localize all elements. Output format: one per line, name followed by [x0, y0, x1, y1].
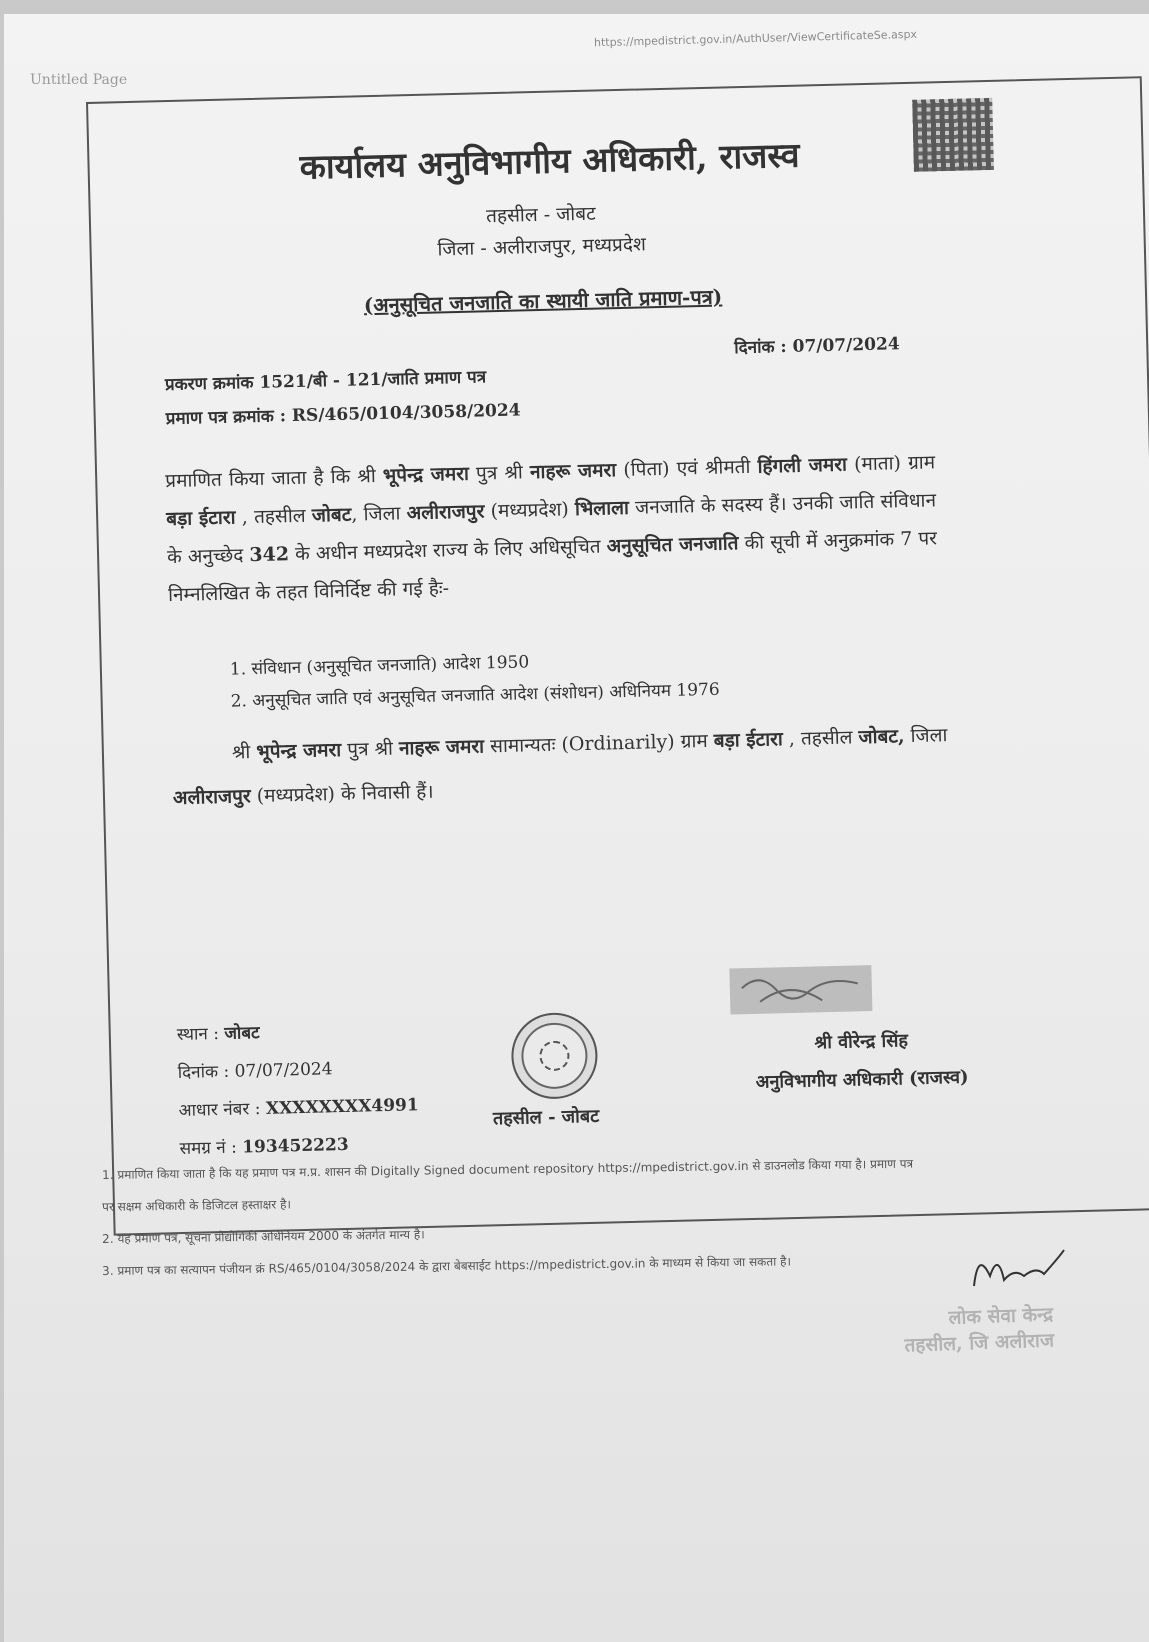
signature-icon: [729, 965, 872, 1014]
place-field: स्थान : जोबट: [176, 1023, 260, 1046]
certificate-number: प्रमाण पत्र क्रमांक : RS/465/0104/3058/2024: [165, 400, 521, 430]
seal-tehsil-label: तहसील - जोबट: [492, 1105, 600, 1130]
district-name: अलीराजपुर: [406, 500, 485, 525]
samagra-field: समग्र नं : 193452223: [179, 1134, 349, 1160]
browser-url: https://mpedistrict.gov.in/AuthUser/ViewCertificateSe.aspx: [593, 27, 918, 50]
paper-sheet: [4, 14, 1149, 1642]
certificate-heading: (अनुसूचित जनजाति का स्थायी जाति प्रमाण-पत्र): [363, 284, 723, 318]
service-center-stamp: लोक सेवा केन्द्र तहसील, जि अलीराज: [904, 1303, 1055, 1357]
law-item: 2. अनुसूचित जाति एवं अनुसूचित जनजाति आदेश (संशोधन) अधिनियम 1976: [230, 679, 720, 712]
holder-name: भूपेन्द्र जमरा: [382, 462, 470, 487]
law-item: 1. संविधान (अनुसूचित जनजाति) आदेश 1950: [229, 652, 530, 680]
category-name: अनुसूचित जनजाति: [606, 532, 739, 558]
note-line: 1. प्रमाणित किया जाता है कि यह प्रमाण पत्र म.प्र. शासन की Digitally Signed document repository https://mpedistrict.gov.in से डाउनलोड किया गया है। प्रमाण पत्र: [102, 1156, 914, 1182]
residence-paragraph: श्री भूपेन्द्र जमरा पुत्र श्री नाहरू जमरा सामान्यतः (Ordinarily) ग्राम बड़ा ईटारा , तहसील जोबट, जिला अलीराजपुर (मध्यप्रदेश) के निवासी हैं।: [172, 724, 948, 810]
signer-title: अनुविभागीय अधिकारी (राजस्व): [755, 1066, 969, 1093]
office-title: कार्यालय अनुविभागीय अधिकारी, राजस्व: [299, 135, 800, 188]
case-number: प्रकरण क्रमांक 1521/बी - 121/जाति प्रमाण पत्र: [164, 367, 487, 396]
footer-date: दिनांक : 07/07/2024: [177, 1059, 333, 1084]
note-line: पर सक्षम अधिकारी के डिजिटल हस्ताक्षर है।: [102, 1197, 292, 1214]
aadhaar-field: आधार नंबर : XXXXXXXX4991: [178, 1095, 419, 1122]
handwritten-signature-icon: [964, 1246, 1074, 1296]
issue-date: दिनांक : 07/07/2024: [733, 334, 900, 359]
article-number: 342: [249, 543, 290, 567]
father-name: नाहरू जमरा: [529, 459, 617, 484]
tehsil-line: तहसील - जोबट: [485, 202, 596, 228]
signature-image: [729, 965, 872, 1014]
tehsil-name: जोबट: [311, 503, 352, 527]
caste-name: भिलाला: [574, 496, 630, 521]
certificate-frame: [86, 76, 1149, 1235]
government-seal-icon: [510, 1012, 598, 1100]
note-line: 3. प्रमाण पत्र का सत्यापन पंजीयन क्रं RS/465/0104/3058/2024 के द्वारा बेबसाईट https://mpedistrict.gov.in के माध्यम से किया जा सकता है।: [102, 1254, 792, 1278]
note-line: 2. यह प्रमाण पत्र, सूचना प्रौद्योगिकी अधिनियम 2000 के अंतर्गत मान्य है।: [102, 1227, 425, 1246]
mother-name: हिंगली जमरा: [757, 453, 848, 478]
certification-paragraph: प्रमाणित किया जाता है कि श्री भूपेन्द्र जमरा पुत्र श्री नाहरू जमरा (पिता) एवं श्रीमती हिंगली जमरा (माता) ग्राम बड़ा ईटारा , तहसील जोबट, जिला अलीराजपुर (मध्यप्रदेश) भिलाला जनजाति के सदस्य हैं। उनकी जाति संविधान के अनुच्छेद 342 के अधीन मध्यप्रदेश राज्य के लिए अधिसूचित अनुसूचित जनजाति की सूची में अनुक्रमांक 7 पर निम्नलिखित के तहत विनिर्दिष्ट की गई हैः-: [165, 451, 938, 607]
village-name: बड़ा ईटारा: [165, 506, 236, 531]
district-line: जिला - अलीराजपुर, मध्यप्रदेश: [437, 233, 647, 261]
page-title: Untitled Page: [30, 72, 128, 88]
signer-name: श्री वीरेन्द्र सिंह: [814, 1030, 909, 1054]
